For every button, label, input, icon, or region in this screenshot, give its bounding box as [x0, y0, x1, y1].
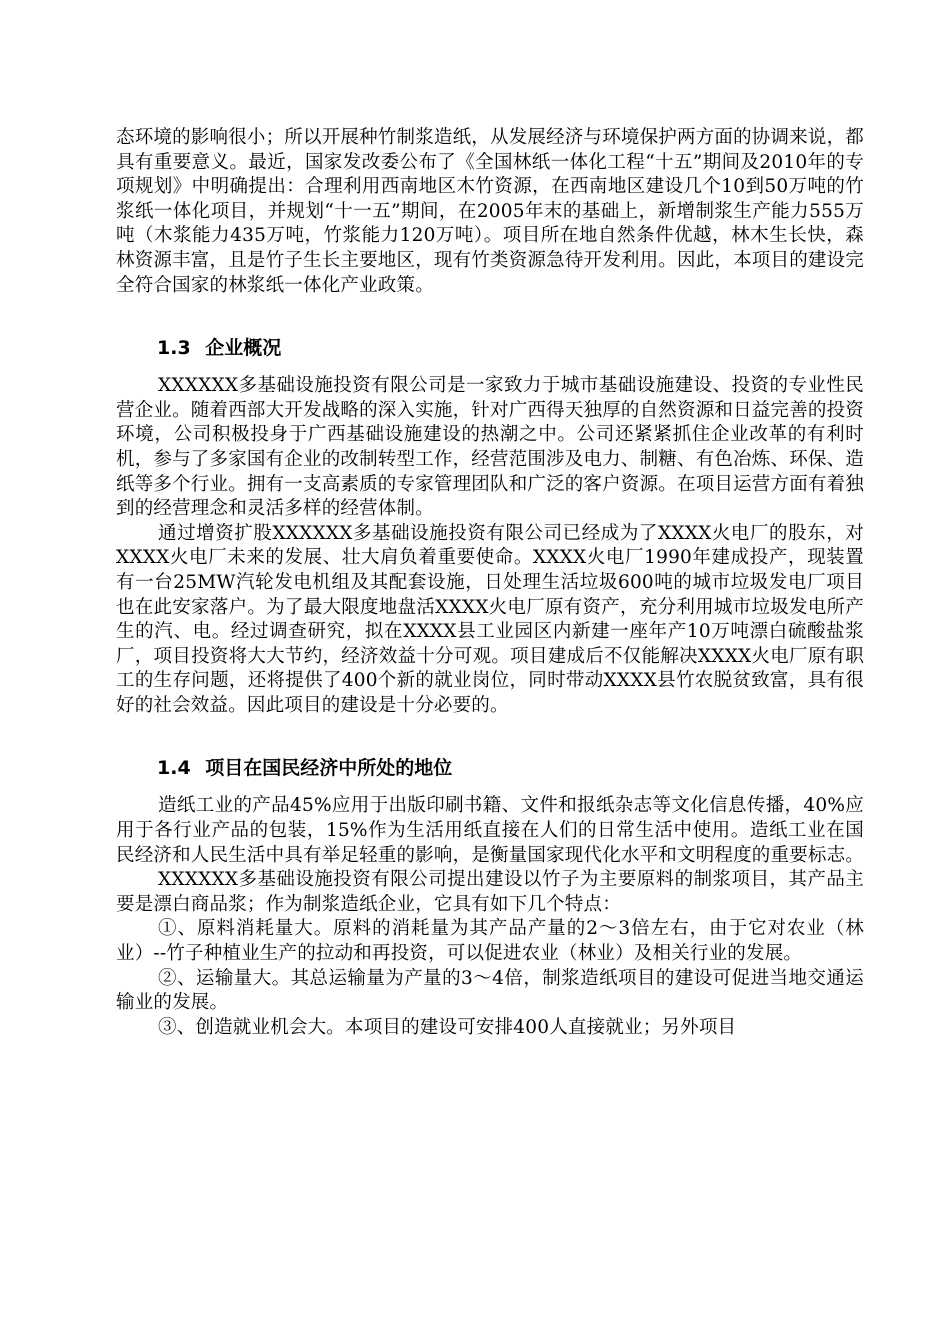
- list-item: ②、运输量大。其总运输量为产量的3～4倍，制浆造纸项目的建设可促进当地交通运输业的发展。: [116, 967, 864, 1014]
- list-item: ③、创造就业机会大。本项目的建设可安排400人直接就业；另外项目: [158, 1016, 737, 1038]
- section-number: 1.3: [157, 337, 191, 360]
- paragraph: 造纸工业的产品45%应用于出版印刷书籍、文件和报纸杂志等文化信息传播，40%应用于各行业产品的包装，15%作为生活用纸直接在人们的日常生活中使用。造纸工业在国民经济和人民生活中具有举足轻重的影响，是衡量国家现代化水平和文明程度的重要标志。: [116, 795, 865, 866]
- paragraph-continuation: 态环境的影响很小；所以开展种竹制浆造纸，从发展经济与环境保护两方面的协调来说，都具有重要意义。最近，国家发改委公布了《全国林纸一体化工程“十五”期间及2010年的专项规划》中明确提出：合理利用西南地区木竹资源，在西南地区建设几个10到50万吨的竹浆纸一体化项目，并规划“十一五”期间，在2005年末的基础上，新增制浆生产能力555万吨（木浆能力435万吨，竹浆能力120万吨）。项目所在地自然条件优越，林木生长快，森林资源丰富，且是竹子生长主要地区，现有竹类资源急待开发利用。因此，本项目的建设完全符合国家的林浆纸一体化产业政策。: [116, 127, 865, 296]
- list-item: ①、原料消耗量大。原料的消耗量为其产品产量的2～3倍左右，由于它对农业（林业）--竹子种植业生产的拉动和再投资，可以促进农业（林业）及相关行业的发展。: [116, 918, 864, 965]
- section-heading-1-3: [116, 336, 864, 360]
- page-content: [116, 126, 864, 1040]
- paragraph: XXXXXX多基础设施投资有限公司提出建设以竹子为主要原料的制浆项目，其产品主要是漂白商品浆；作为制浆造纸企业，它具有如下几个特点：: [116, 869, 864, 915]
- paragraph: 通过增资扩股XXXXXX多基础设施投资有限公司已经成为了XXXX火电厂的股东，对XXXX火电厂未来的发展、壮大肩负着重要使命。XXXX火电厂1990年建成投产，现装置有一台25MW汽轮发电机组及其配套设施，日处理生活垃圾600吨的城市垃圾发电厂项目也在此安家落户。为了最大限度地盘活XXXX火电厂原有资产，充分利用城市垃圾发电所产生的汽、电。经过调查研究，拟在XXXX县工业园区内新建一座年产10万吨漂白硫酸盐浆厂，项目投资将大大节约，经济效益十分可观。项目建成后不仅能解决XXXX火电厂原有职工的生存问题，还将提供了400个新的就业岗位，同时带动XXXX县竹农脱贫致富，具有很好的社会效益。因此项目的建设是十分必要的。: [116, 522, 864, 716]
- section-number: 1.4: [157, 757, 191, 780]
- section-heading-1-4: [116, 756, 864, 780]
- section-title: 企业概况: [205, 337, 282, 360]
- paragraph: XXXXXX多基础设施投资有限公司是一家致力于城市基础设施建设、投资的专业性民营企业。随着西部大开发战略的深入实施，针对广西得天独厚的自然资源和日益完善的投资环境，公司积极投身于广西基础设施建设的热潮之中。公司还紧紧抓住企业改革的有利时机，参与了多家国有企业的改制转型工作，经营范围涉及电力、制糖、有色冶炼、环保、造纸等多个行业。拥有一支高素质的专家管理团队和广泛的客户资源。在项目运营方面有着独到的经营理念和灵活多样的经营体制。: [116, 375, 865, 520]
- section-title: 项目在国民经济中所处的地位: [205, 757, 453, 780]
